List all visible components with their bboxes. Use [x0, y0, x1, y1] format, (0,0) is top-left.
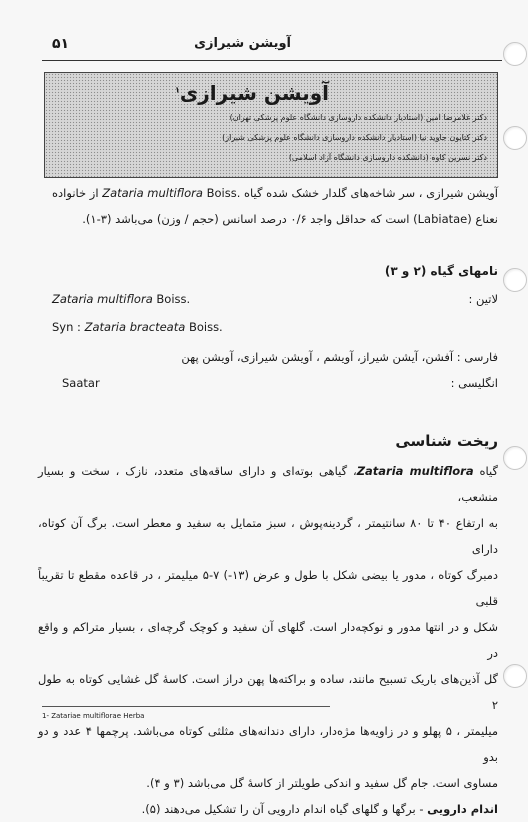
title-banner — [44, 72, 498, 178]
title-footnote-mark: ۱ — [175, 85, 180, 95]
latin-name-line: Zataria multiflora Boiss. — [52, 292, 191, 306]
binder-hole — [503, 664, 527, 688]
binder-hole — [503, 268, 527, 292]
author-line: دکتر نسرین کاوه (دانشکده داروسازی دانشگاه آزاد اسلامی) — [288, 153, 487, 162]
header-rule — [42, 60, 502, 61]
footnote: 1- Zatariae multiflorae Herba — [42, 712, 145, 720]
latin-name: Zataria multiflora — [356, 464, 474, 478]
binder-hole — [503, 126, 527, 150]
section-heading-names: نامهای گیاه (۲ و ۳) — [384, 264, 498, 278]
english-label: انگلیسی : — [450, 376, 498, 390]
footnote-rule — [42, 706, 330, 707]
organ-label: اندام دارویی — [427, 802, 498, 816]
synonym-line: Syn : Zataria bracteata Boiss. — [52, 320, 223, 334]
binder-hole — [503, 42, 527, 66]
page-number: ۵۱ — [52, 36, 70, 52]
binder-hole — [503, 446, 527, 470]
banner-title: آویشن شیرازی$^۱$ — [175, 81, 329, 105]
latin-label: لاتین : — [468, 292, 498, 306]
latin-name: Zataria multiflora — [102, 186, 203, 200]
intro-paragraph: آویشن شیرازی ، سر شاخه‌های گلدار خشک شده گیاه Zataria multiflora Boiss. از خانواده نعناع (Labiatae) است که حداقل واجد ۰/۶ درصد اسانس (حجم / وزن) می‌باشد (۳-۱). — [52, 186, 498, 226]
header-title: آویشن شیرازی — [194, 36, 291, 51]
author-line: دکتر کتایون جاوید نیا (استادیار دانشکده داروسازی دانشگاه علوم پزشکی شیراز) — [222, 133, 487, 142]
morphology-paragraph: گیاه Zataria multiflora، گیاهی بوته‌ای و دارای ساقه‌های متعدد، نازک ، سخت و بسیار منشعب، به ارتفاع ۴۰ تا ۸۰ سانتیمتر ، گردینه‌پوش ، سبز متمایل به سفید و معطر است. برگ آن کوتاه، دارای دمبرگ کوتاه ، مدور یا بیضی شکل با طول و عرض (۱۳-) ۷-۵ میلیمتر ، در قاعده مقطع تا تقریباً قلبی شکل و در انتها مدور و نوکچه‌دار است. گلهای آن سفید و کوچک گرچه‌ای ، بسیار متراکم و واقع در گل آذین‌های باریک تسبیح مانند، ساده و براکته‌ها پهن دراز است. کاسهٔ گل غشایی کوتاه به طول ۲ میلیمتر ، ۵ پهلو و در زاویه‌ها مژه‌دار، دارای دندانه‌های مثلثی کوتاه می‌باشد. پرچمها ۴ عدد و دو بدو مساوی است. جام گل سفید و اندکی طویلتر از کاسهٔ گل می‌باشد (۳ و ۴). اندام دارویی - برگها و گلهای گیاه اندام دارویی آن را تشکیل می‌دهند (۵). — [38, 464, 499, 816]
english-name: Saatar — [62, 376, 100, 390]
author-line: دکتر غلامرضا امین (استادیار دانشکده داروسازی دانشگاه علوم پزشکی تهران) — [229, 113, 487, 122]
section-heading-morphology: ریخت شناسی — [395, 432, 498, 450]
running-header — [40, 36, 496, 56]
farsi-names: فارسی : آفشن، آیشن شیراز، آویشم ، آویشن شیرازی، آویشن پهن — [181, 350, 498, 364]
